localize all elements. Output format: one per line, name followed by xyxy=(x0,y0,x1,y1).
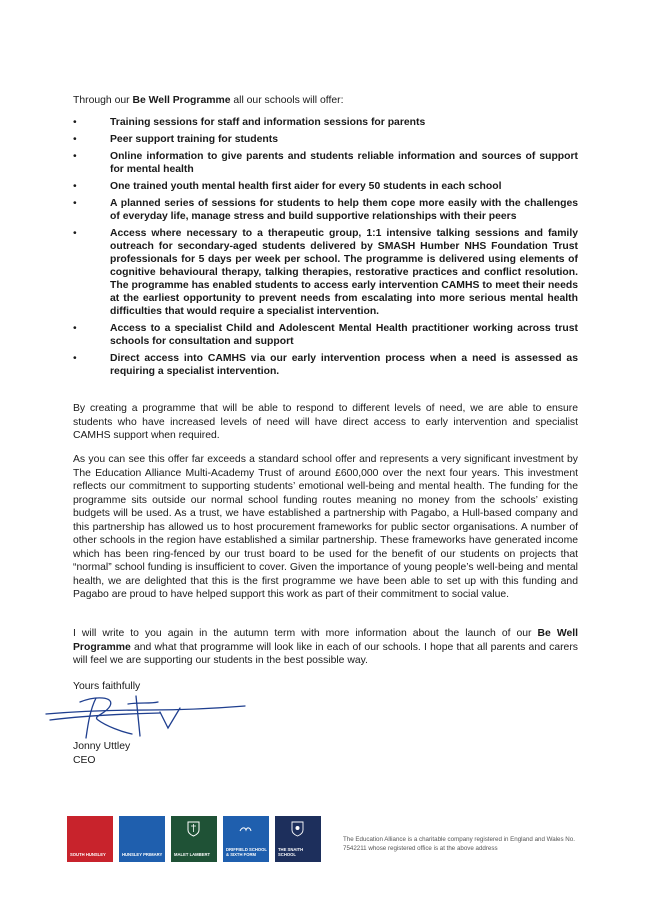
crest-icon xyxy=(291,821,304,837)
logo-label: HUNSLEY PRIMARY xyxy=(122,852,163,857)
p3-prefix: I will write to you again in the autumn term with more information about the launch of our xyxy=(73,628,538,639)
paragraph-levels-of-need: By creating a programme that will be able to respond to different levels of need, we are able to ensure students who have increased levels of need will have direct access to early intervention and specialist CAMHS support when required. xyxy=(73,403,578,441)
logo-label: DRIFFIELD SCHOOL & SIXTH FORM xyxy=(226,847,267,857)
bullet-icon: • xyxy=(73,134,77,145)
intro-suffix: all our schools will offer: xyxy=(230,95,344,106)
offer-item-text: A planned series of sessions for students to help them cope more easily with the challenges of everyday life, manage stress and build supportive relationships with their peers xyxy=(110,198,578,222)
offer-item-text: Training sessions for staff and information sessions for parents xyxy=(110,117,426,128)
bullet-icon: • xyxy=(73,353,77,364)
closing-salutation: Yours faithfully xyxy=(73,681,141,692)
bullet-icon: • xyxy=(73,151,77,162)
paragraph-investment: As you can see this offer far exceeds a standard school offer and represents a very significant investment by The Education Alliance Multi-Academy Trust of around £600,000 over the next four years. This investment reflects our commitment to supporting students’ emotional well-being and mental health. The funding for the programme sits outside our normal school funding routes meaning no money from the schools’ existing budgets will be used. As a trust, we have established a partnership with Pagabo, a Hull-based company and this partnership has allowed us to host procurement frameworks for public sector organisations. A number of other schools in the region have established a similar partnership. These frameworks have generated income which has been ring-fenced by our trust board to be used for the benefit of our students on projects that “normal” school funding is insufficient to cover. Given the importance of young people’s well-being and mental health, we are delighted that this is the first programme we have been able to set up with this funding and Pagabo are proud to have helped support this work as part of their commitment to social value. xyxy=(73,454,578,600)
offer-item xyxy=(73,133,578,146)
signature-image xyxy=(40,690,250,746)
offer-item xyxy=(73,180,578,193)
offer-item-text: Direct access into CAMHS via our early intervention process when a need is assessed as requiring a specialist intervention. xyxy=(110,353,578,377)
bullet-icon: • xyxy=(73,117,77,128)
offer-item xyxy=(73,116,578,129)
logo-label: THE SNAITH SCHOOL xyxy=(278,847,304,857)
offer-item xyxy=(73,150,578,176)
logo-snaith-school xyxy=(275,816,321,862)
bullet-icon: • xyxy=(73,323,77,334)
signer-role: CEO xyxy=(73,755,96,766)
logo-malet-lambert xyxy=(171,816,217,862)
logo-label: MALET LAMBERT xyxy=(174,852,211,857)
paragraph-next-steps xyxy=(73,627,578,668)
logo-label: SOUTH HUNSLEY xyxy=(70,852,106,857)
intro-programme-name: Be Well Programme xyxy=(132,95,231,106)
logo-south-hunsley xyxy=(67,816,113,862)
school-logos xyxy=(67,816,321,862)
intro-prefix: Through our xyxy=(73,95,133,106)
logo-driffield-school xyxy=(223,816,269,862)
intro-line xyxy=(73,94,578,107)
shield-icon xyxy=(187,821,200,837)
offer-item xyxy=(73,322,578,348)
offer-item xyxy=(73,197,578,223)
legal-notice: The Education Alliance is a charitable company registered in England and Wales No. 7542211 whose registered office is at the above address xyxy=(343,836,575,852)
bullet-icon: • xyxy=(73,181,77,192)
logo-hunsley-primary xyxy=(119,816,165,862)
offer-item xyxy=(73,352,578,378)
offer-item-text: Peer support training for students xyxy=(110,134,278,145)
offer-item-text: Online information to give parents and students reliable information and sources of support for mental health xyxy=(110,151,578,175)
bullet-icon: • xyxy=(73,198,77,209)
bullet-icon: • xyxy=(73,228,77,239)
p3-programme-name: Be Well Programme xyxy=(73,628,578,653)
offer-item-text: Access where necessary to a therapeutic group, 1:1 intensive talking sessions and family outreach for secondary-aged students delivered by SMASH Humber NHS Foundation Trust professionals for 5 days per week per school. The programme is delivered using elements of cognitive behavioural therapy, talking therapies, restorative practices and conflict resolution. The programme has enabled students to access early intervention CAMHS to meet their needs at the earliest opportunity to prevent needs from escalating into more serious mental health difficulties that would require a specialist intervention. xyxy=(110,228,578,317)
offer-item xyxy=(73,227,578,318)
offer-list xyxy=(73,116,578,382)
offer-item-text: One trained youth mental health first aider for every 50 students in each school xyxy=(110,181,502,192)
hands-icon xyxy=(239,821,252,837)
signer-name: Jonny Uttley xyxy=(73,741,131,752)
p3-suffix: and what that programme will look like in each of our schools. I hope that all parents and carers will feel we are supporting our students in the best possible way. xyxy=(73,641,578,666)
offer-item-text: Access to a specialist Child and Adolescent Mental Health practitioner working across trust schools for consultation and support xyxy=(110,323,578,347)
